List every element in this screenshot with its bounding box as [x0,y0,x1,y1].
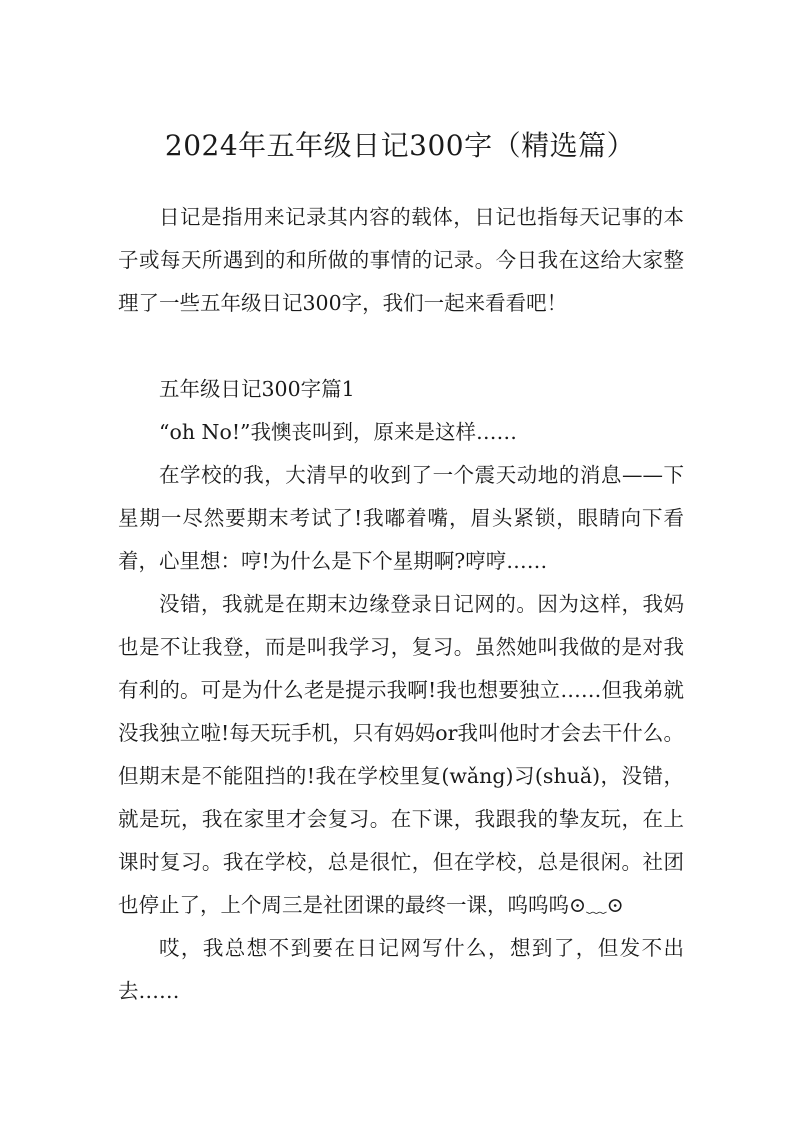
document-body [118,196,684,1013]
intro-paragraph: 日记是指用来记录其内容的载体，日记也指每天记事的本子或每天所遇到的和所做的事情的记录。今日我在这给大家整理了一些五年级日记300字，我们一起来看看吧！ [118,205,684,315]
body-paragraph: 没错，我就是在期末边缘登录日记网的。因为这样，我妈也是不让我登，而是叫我学习，复习。虽然她叫我做的是对我有利的。可是为什么老是提示我啊!我也想要独立……但我弟就没我独立啦!每天玩手机，只有妈妈or我叫他时才会去干什么。但期末是不能阻挡的!我在学校里复(wǎng)习(shuǎ)，没错，就是玩，我在家里才会复习。在下课，我跟我的挚友玩，在上课时复习。我在学校，总是很忙，但在学校，总是很闲。社团也停止了，上个周三是社团课的最终一课，呜呜呜⊙﹏⊙ [118,592,684,917]
document-title: 2024年五年级日记300字（精选篇） [164,129,636,162]
body-paragraph: “oh No!”我懊丧叫到，原来是这样…… [159,420,518,444]
body-paragraph: 在学校的我，大清早的收到了一个震天动地的消息——下星期一尽然要期末考试了!我嘟着嘴，眉头紧锁，眼睛向下看着，心里想：哼!为什么是下个星期啊?哼哼…… [118,463,684,573]
body-paragraph: 哎，我总想不到要在日记网写什么，想到了，但发不出去…… [118,936,684,1003]
section-heading: 五年级日记300字篇1 [159,377,355,401]
